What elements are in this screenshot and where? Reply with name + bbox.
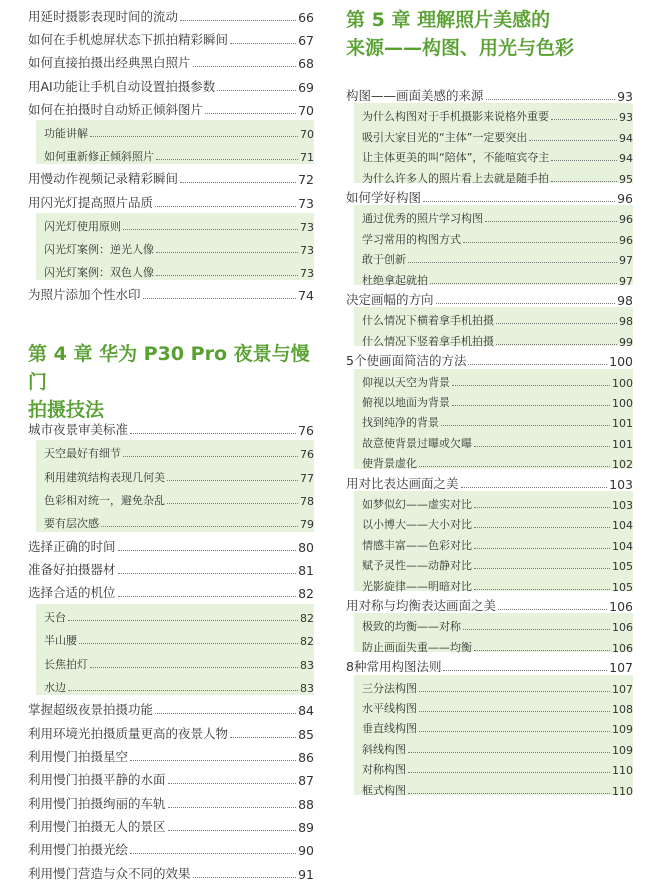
chapter-4-heading — [28, 340, 328, 424]
dot-leader — [430, 283, 617, 284]
toc-entry-title: 杜绝拿起就拍 — [362, 273, 428, 287]
toc-entry[interactable] — [28, 720, 314, 742]
toc-entry-title: 用闪光灯提高照片品质 — [28, 194, 154, 210]
dot-leader — [217, 90, 296, 91]
toc-subentry[interactable] — [362, 204, 633, 226]
dot-leader — [474, 446, 610, 447]
dot-leader — [485, 221, 617, 222]
dot-leader — [474, 548, 610, 549]
toc-subentry[interactable] — [362, 388, 633, 410]
toc-entry[interactable] — [28, 836, 314, 858]
toc-entry-page: 70 — [298, 102, 314, 118]
toc-entry-page: 69 — [298, 79, 314, 95]
toc-entry-title: 要有层次感 — [44, 517, 99, 531]
toc-subentry[interactable] — [44, 439, 314, 461]
toc-entry[interactable] — [28, 189, 314, 211]
toc-entry[interactable] — [346, 653, 633, 675]
toc-entry-page: 66 — [298, 10, 314, 25]
dot-leader — [230, 737, 296, 738]
toc-entry-title: 赋予灵性——动静对比 — [362, 559, 472, 573]
toc-entry-page: 102 — [612, 458, 633, 472]
toc-entry-title: 闪光灯案例：逆光人像 — [44, 243, 154, 256]
toc-subentry[interactable] — [362, 612, 633, 634]
toc-entry[interactable] — [28, 73, 314, 95]
toc-entry-title: 用延时摄影表现时间的流动 — [28, 9, 179, 24]
toc-entry-title: 利用慢门拍摄无人的景区 — [28, 818, 166, 834]
toc-subentry[interactable] — [362, 306, 633, 328]
toc-entry[interactable] — [28, 766, 314, 788]
dot-leader — [79, 643, 298, 644]
toc-entry-title: 如何重新修正倾斜照片 — [44, 150, 154, 164]
toc-entry-title: 情感丰富——色彩对比 — [362, 538, 472, 552]
toc-entry-page: 104 — [612, 539, 633, 553]
toc-entry-page: 109 — [612, 743, 633, 757]
toc-entry-page: 110 — [612, 784, 633, 798]
toc-entry-title: 找到纯净的背景 — [362, 416, 439, 430]
toc-subentry[interactable] — [44, 463, 314, 485]
toc-entry-title: 半山腰 — [44, 634, 77, 648]
toc-subentry[interactable] — [362, 510, 633, 532]
toc-entry-title: 仰视以天空为背景 — [362, 375, 450, 389]
toc-subentry[interactable] — [362, 694, 633, 716]
dot-leader — [130, 853, 296, 854]
dot-leader — [419, 691, 610, 692]
toc-subentry[interactable] — [362, 102, 633, 124]
toc-entry-page: 74 — [298, 288, 314, 304]
toc-entry-title: 如何直接拍摄出经典黑白照片 — [28, 55, 191, 71]
dot-leader — [474, 589, 610, 590]
toc-entry-page: 72 — [298, 172, 314, 188]
toc-entry-page: 94 — [619, 152, 633, 166]
toc-entry-title: 敢于创新 — [362, 253, 406, 267]
toc-subentry[interactable] — [362, 714, 633, 736]
toc-entry[interactable] — [346, 286, 633, 308]
toc-entry-page: 101 — [612, 437, 633, 451]
toc-entry-title: 天台 — [44, 610, 66, 624]
toc-entry-title: 用AI功能让手机自动设置拍摄参数 — [28, 78, 216, 94]
toc-entry-title: 以小博大——大小对比 — [362, 518, 472, 532]
dot-leader — [551, 160, 617, 161]
toc-entry[interactable] — [28, 26, 314, 48]
dot-leader — [496, 323, 617, 324]
toc-entry[interactable] — [28, 281, 314, 303]
toc-entry[interactable] — [346, 347, 633, 369]
toc-subentry[interactable] — [362, 245, 633, 267]
toc-entry-page: 91 — [298, 866, 314, 882]
dot-leader — [498, 609, 607, 610]
toc-entry-title: 决定画幅的方向 — [346, 292, 434, 307]
dot-leader — [474, 650, 610, 651]
dot-leader — [436, 303, 616, 304]
dot-leader — [101, 526, 298, 527]
toc-entry-page: 96 — [619, 233, 633, 247]
dot-leader — [168, 807, 297, 808]
toc-subentry[interactable] — [362, 225, 633, 247]
dot-leader — [155, 206, 296, 207]
toc-entry-page: 81 — [298, 563, 314, 579]
dot-leader — [474, 527, 610, 528]
dot-leader — [423, 201, 615, 202]
toc-entry[interactable] — [346, 184, 633, 206]
toc-entry-page: 100 — [609, 354, 633, 370]
dot-leader — [408, 752, 610, 753]
toc-entry[interactable] — [346, 592, 633, 614]
toc-entry-title: 防止画面失重——均衡 — [362, 640, 472, 654]
dot-leader — [168, 783, 297, 784]
toc-entry-title: 斜线构图 — [362, 742, 406, 756]
dot-leader — [230, 43, 296, 44]
dot-leader — [118, 573, 297, 574]
toc-entry[interactable] — [28, 790, 314, 812]
toc-entry-title: 闪光灯案例：双色人像 — [44, 266, 154, 280]
toc-entry-title: 利用慢门营造与众不同的效果 — [28, 865, 191, 881]
toc-entry[interactable] — [28, 96, 314, 118]
toc-entry-page: 105 — [612, 560, 633, 574]
toc-entry[interactable] — [346, 470, 633, 492]
toc-subentry[interactable] — [362, 123, 633, 145]
toc-subentry[interactable] — [362, 164, 633, 186]
toc-entry-title: 如何学好构图 — [346, 190, 422, 205]
toc-entry-page: 99 — [619, 335, 633, 349]
toc-entry-page: 101 — [612, 417, 633, 431]
toc-entry[interactable] — [28, 696, 314, 718]
toc-entry-title: 通过优秀的照片学习构图 — [362, 212, 483, 226]
toc-entry-title: 天空最好有细节 — [44, 447, 121, 461]
toc-entry-page: 98 — [619, 315, 633, 329]
toc-entry[interactable] — [28, 743, 314, 765]
toc-subentry[interactable] — [44, 673, 314, 695]
dot-leader — [529, 140, 617, 141]
toc-entry[interactable] — [28, 579, 314, 601]
toc-subentry[interactable] — [362, 429, 633, 451]
toc-subentry[interactable] — [44, 509, 314, 531]
toc-entry-title: 故意使背景过曝或欠曝 — [362, 436, 472, 450]
toc-entry-title: 如梦似幻——虚实对比 — [362, 498, 472, 511]
toc-entry-title: 利用慢门拍摄平静的水面 — [28, 772, 166, 788]
toc-entry-page: 76 — [298, 423, 314, 438]
toc-entry-title: 利用慢门拍摄星空 — [28, 748, 129, 764]
toc-entry-page: 103 — [612, 499, 633, 512]
dot-leader — [452, 385, 610, 386]
toc-entry-title: 8种常用构图法则 — [346, 659, 442, 675]
toc-subentry[interactable] — [362, 674, 633, 696]
toc-entry-page: 85 — [298, 726, 314, 742]
toc-entry-page: 89 — [298, 819, 314, 835]
dot-leader — [419, 466, 610, 467]
toc-entry-title: 学习常用的构图方式 — [362, 232, 461, 246]
toc-entry-page: 71 — [300, 151, 314, 165]
toc-entry[interactable] — [28, 416, 314, 438]
toc-entry-page: 109 — [612, 723, 633, 737]
toc-subentry[interactable] — [44, 258, 314, 280]
toc-entry[interactable] — [28, 165, 314, 187]
toc-subentry[interactable] — [362, 633, 633, 655]
toc-subentry[interactable] — [44, 650, 314, 672]
dot-leader — [474, 507, 610, 508]
toc-entry-page: 82 — [300, 635, 314, 649]
dot-leader — [551, 181, 617, 182]
toc-entry-page: 107 — [609, 660, 633, 676]
toc-subentry[interactable] — [362, 408, 633, 430]
toc-entry-page: 87 — [298, 773, 314, 789]
chapter-4-title-line2: 拍摄技法 — [28, 399, 105, 421]
dot-leader — [155, 713, 296, 714]
toc-subentry[interactable] — [362, 735, 633, 757]
toc-entry-page: 78 — [300, 495, 314, 509]
toc-entry-page: 106 — [609, 599, 633, 614]
toc-entry-title: 色彩相对统一，避免杂乱 — [44, 494, 165, 508]
dot-leader — [551, 119, 617, 120]
toc-entry[interactable] — [28, 813, 314, 835]
toc-entry-title: 对称构图 — [362, 763, 406, 777]
toc-entry-page: 107 — [612, 682, 633, 696]
toc-entry-title: 长焦拍灯 — [44, 657, 88, 671]
dot-leader — [408, 772, 610, 773]
toc-entry-page: 95 — [619, 172, 633, 186]
dot-leader — [167, 480, 298, 481]
toc-entry-title: 选择正确的时间 — [28, 538, 116, 554]
toc-entry-title: 什么情况下横着拿手机拍摄 — [362, 314, 494, 328]
dot-leader — [68, 620, 298, 621]
dot-leader — [463, 629, 610, 630]
toc-subentry[interactable] — [44, 235, 314, 257]
toc-entry-page: 76 — [300, 448, 314, 462]
toc-entry-title: 水平线构图 — [362, 702, 417, 715]
toc-entry-title: 用对称与均衡表达画面之美 — [346, 598, 497, 613]
dot-leader — [130, 760, 296, 761]
dot-leader — [123, 456, 298, 457]
dot-leader — [130, 433, 296, 434]
toc-entry-page: 82 — [300, 611, 314, 625]
toc-entry-page: 90 — [298, 843, 314, 859]
dot-leader — [156, 159, 298, 160]
dot-leader — [123, 229, 298, 230]
toc-entry-page: 96 — [617, 191, 633, 206]
dot-leader — [441, 425, 610, 426]
toc-entry-page: 100 — [612, 397, 633, 410]
toc-entry-title: 让主体更美的叫“陪体”，不能喧宾夺主 — [362, 151, 550, 165]
dot-leader — [496, 344, 617, 345]
toc-entry-page: 93 — [617, 89, 633, 104]
toc-entry-page: 80 — [298, 539, 314, 555]
toc-entry-title: 水边 — [44, 680, 66, 694]
toc-entry-page: 83 — [300, 681, 314, 695]
toc-entry-title: 使背景虚化 — [362, 457, 417, 471]
toc-subentry[interactable] — [362, 572, 633, 594]
toc-entry-page: 103 — [609, 476, 633, 492]
dot-leader — [419, 731, 610, 732]
toc-entry-title: 垂直线构图 — [362, 722, 417, 736]
toc-entry-title: 光影旋律——明暗对比 — [362, 579, 472, 593]
toc-entry-title: 如何在拍摄时自动矫正倾斜图片 — [28, 101, 204, 117]
toc-entry-title: 利用慢门拍摄绚丽的车轨 — [28, 795, 166, 811]
toc-subentry[interactable] — [362, 143, 633, 165]
toc-entry-page: 108 — [612, 703, 633, 716]
toc-entry-page: 82 — [298, 586, 314, 602]
toc-entry-page: 93 — [619, 111, 633, 125]
toc-entry-page: 79 — [300, 518, 314, 532]
toc-entry-title: 如何在手机熄屏状态下抓拍精彩瞬间 — [28, 32, 229, 48]
toc-entry-page: 110 — [612, 764, 633, 778]
toc-subentry[interactable] — [362, 266, 633, 288]
dot-leader — [118, 550, 297, 551]
toc-entry-page: 106 — [612, 621, 633, 635]
chapter-5-title-line2: 来源——构图、用光与色彩 — [346, 37, 575, 59]
toc-entry-page: 77 — [300, 471, 314, 485]
dot-leader — [419, 711, 610, 712]
dot-leader — [443, 670, 607, 671]
toc-entry-title: 用对比表达画面之美 — [346, 475, 459, 491]
toc-subentry[interactable] — [362, 551, 633, 573]
toc-entry[interactable] — [28, 49, 314, 71]
toc-subentry[interactable] — [362, 755, 633, 777]
dot-leader — [180, 182, 296, 183]
dot-leader — [167, 503, 298, 504]
toc-entry-page: 73 — [300, 267, 314, 281]
toc-entry-page: 97 — [619, 254, 633, 268]
toc-entry-page: 86 — [298, 749, 314, 765]
toc-entry-page: 94 — [619, 131, 633, 145]
toc-entry-title: 什么情况下竖着拿手机拍摄 — [362, 334, 494, 348]
toc-entry-title: 为照片添加个性水印 — [28, 287, 141, 303]
toc-entry-title: 构图——画面美感的来源 — [346, 88, 484, 103]
toc-entry-title: 三分法构图 — [362, 681, 417, 695]
toc-entry-page: 97 — [619, 274, 633, 288]
toc-subentry[interactable] — [362, 327, 633, 349]
dot-leader — [461, 487, 608, 488]
toc-entry-page: 73 — [300, 244, 314, 257]
toc-entry-title: 掌握超级夜景拍摄功能 — [28, 702, 154, 718]
toc-entry-page: 84 — [298, 703, 314, 719]
toc-entry-title: 用慢动作视频记录精彩瞬间 — [28, 171, 179, 187]
toc-entry-page: 105 — [612, 580, 633, 594]
toc-entry-title: 俯视以地面为背景 — [362, 396, 450, 409]
dot-leader — [474, 568, 610, 569]
toc-entry-title: 为什么许多人的照片看上去就是随手拍 — [362, 171, 549, 185]
toc-subentry[interactable] — [44, 119, 314, 141]
toc-subentry[interactable] — [44, 142, 314, 164]
toc-entry-page: 104 — [612, 519, 633, 533]
toc-entry-page: 68 — [298, 56, 314, 72]
toc-entry-page: 67 — [298, 33, 314, 49]
dot-leader — [156, 252, 298, 253]
chapter-5-heading — [346, 6, 636, 62]
toc-subentry[interactable] — [44, 486, 314, 508]
toc-subentry[interactable] — [44, 212, 314, 234]
toc-entry-title: 利用环境光拍摄质量更高的夜景人物 — [28, 725, 229, 741]
toc-entry-page: 98 — [617, 293, 633, 308]
toc-entry-page: 83 — [300, 658, 314, 672]
toc-entry-title: 选择合适的机位 — [28, 585, 116, 601]
toc-subentry[interactable] — [362, 368, 633, 390]
toc-entry-page: 100 — [612, 376, 633, 390]
chapter-5-title-line1: 第 5 章 理解照片美感的 — [346, 9, 551, 31]
toc-entry[interactable] — [28, 533, 314, 555]
toc-entry-page: 70 — [300, 128, 314, 141]
toc-entry-title: 为什么构图对于手机摄影来说格外重要 — [362, 110, 549, 124]
dot-leader — [168, 830, 297, 831]
toc-subentry[interactable] — [362, 776, 633, 798]
toc-entry[interactable] — [28, 3, 314, 25]
toc-entry-title: 利用建筑结构表现几何美 — [44, 470, 165, 484]
dot-leader — [180, 20, 296, 21]
dot-leader — [452, 405, 610, 406]
toc-entry-page: 73 — [300, 220, 314, 234]
dot-leader — [408, 262, 617, 263]
toc-entry[interactable] — [346, 82, 633, 104]
chapter-4-title-line1: 第 4 章 华为 P30 Pro 夜景与慢门 — [28, 343, 310, 393]
toc-entry[interactable] — [28, 556, 314, 578]
toc-subentry[interactable] — [44, 626, 314, 648]
toc-entry-page: 73 — [298, 195, 314, 211]
toc-subentry[interactable] — [362, 449, 633, 471]
dot-leader — [90, 136, 298, 137]
toc-entry-title: 城市夜景审美标准 — [28, 422, 129, 437]
toc-subentry[interactable] — [362, 531, 633, 553]
toc-entry-page: 88 — [298, 796, 314, 812]
toc-subentry[interactable] — [362, 490, 633, 512]
toc-subentry[interactable] — [44, 603, 314, 625]
dot-leader — [463, 242, 617, 243]
dot-leader — [486, 99, 616, 100]
dot-leader — [205, 113, 296, 114]
toc-entry-title: 闪光灯使用原则 — [44, 219, 121, 233]
toc-entry-title: 极致的均衡——对称 — [362, 620, 461, 634]
toc-entry-title: 功能讲解 — [44, 127, 88, 140]
dot-leader — [68, 690, 298, 691]
dot-leader — [118, 596, 297, 597]
dot-leader — [408, 793, 610, 794]
dot-leader — [90, 667, 298, 668]
dot-leader — [193, 66, 297, 67]
toc-entry-page: 106 — [612, 641, 633, 655]
toc-entry-title: 吸引大家目光的“主体”一定要突出 — [362, 130, 528, 144]
toc-entry-title: 5个使画面简洁的方法 — [346, 353, 467, 369]
toc-entry-title: 准备好拍摄器材 — [28, 562, 116, 578]
toc-entry-title: 利用慢门拍摄光绘 — [28, 842, 129, 858]
dot-leader — [156, 275, 298, 276]
dot-leader — [193, 877, 297, 878]
dot-leader — [143, 298, 297, 299]
toc-entry-title: 框式构图 — [362, 783, 406, 797]
dot-leader — [468, 364, 607, 365]
toc-entry[interactable] — [28, 860, 314, 882]
toc-entry-page: 96 — [619, 213, 633, 227]
